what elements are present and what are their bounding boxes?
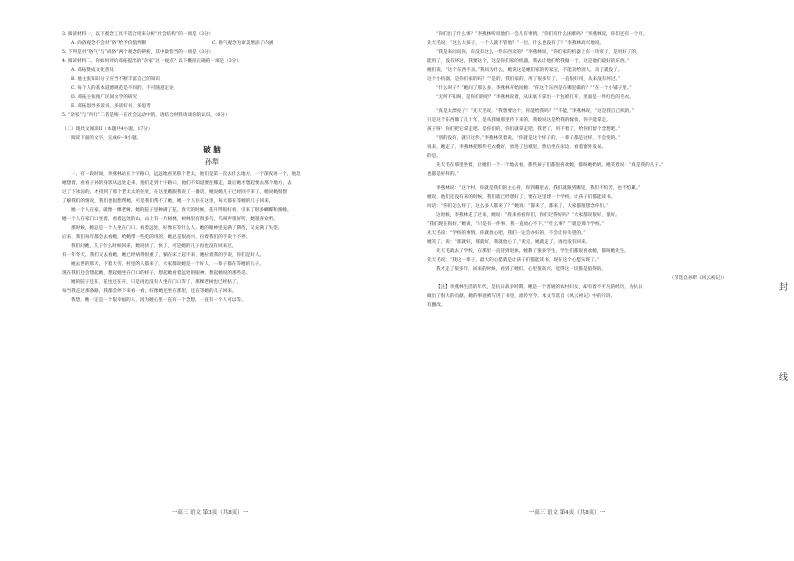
story-line: 先天毛在那里坐着，让她们一个一个地去看，那些孩子们都很喜欢她，都叫她奶奶。她笑着说：“真是我的儿子。” — [436, 163, 664, 168]
story-line: 我想，她一定是一个很幸福的人，因为她心里一直有一个念想，一直有一个人可以等。 — [71, 298, 246, 303]
annotation-note: 做出了很大的贡献，她的事迹被写进了书里，流传至今。本文节选自《风云初记》中的片段， — [427, 294, 616, 299]
story-line: 只是这个东西做了几十年，是从我娘那里传下来的，我娘说这是给我的嫁妆，你不能拿走。 — [427, 118, 611, 123]
story-line: 孩子呀！你们把它拿走吧。是你们的，你们就拿走吧，我老了，用不着了，给你们留个念想吧。” — [427, 127, 620, 132]
story-line: 李燕林说：“这个村，你就是我们的主心骨，你到哪里去，我们就跟到哪里，我们不怕苦，也不怕累。” — [436, 186, 641, 191]
story-line: 她笑了，说：“那就好，那就好，我就放心了。”说完，她就走了，再也没有回来。 — [427, 240, 591, 245]
option-4e: E. 邓拓倡导多读书，多读好书，多思考 — [71, 104, 151, 109]
story-line: 先天毛说：“学校的事情，你就放心吧，我们一定会办好的，不会让你失望的。” — [427, 231, 586, 236]
page-footer-left: 一高三 语文 第3页（共8页）一 — [171, 510, 249, 516]
annotation-note: 【注】李燕林生活的年代，是抗日战争时期。她是一个普通的农村妇女，却有着不平凡的经历，为抗日 — [436, 285, 643, 290]
question-5: 5. “杂家”与“内行”二者是统一在社会运动中的，请结合材料谈谈你的认识。（6分） — [62, 113, 230, 118]
right-column — [427, 30, 727, 310]
story-line: 了解我们的情况，我们也很想帮她，可是我们帮不了她，她一个人住在这里，每天都在等她的儿子回来。 — [62, 199, 274, 204]
story-line: “你们出了什么事？”李燕林听说他们一会儿有事情，“你们有什么困难吗？”李燕林说，你们还有一个月。 — [436, 32, 648, 37]
story-line: “真是太漂亮了！”先天毛说，“我想要这个，你能给我吗？”“不能，”李燕林说，“这是我自己织的。” — [436, 109, 634, 114]
section-instruction: 阅读下面的文字，完成6～9小题。 — [71, 136, 142, 141]
right-page — [397, 0, 794, 561]
story-line: 一、有一段时间，李燕林站在十字路口，远远地看见那个老太，他们是第一次去什么地方，一个深夜再一个，他急 — [71, 172, 301, 177]
story-line: 这个小机器，是你们家的吗？”“是的，我们家的，用了很多年了，一直很好用，从来没有坏过。” — [427, 77, 621, 82]
page-footer-right: 一高三 语文 第4页（共8页）一 — [528, 510, 606, 516]
story-line: 也都是好样的。” — [427, 172, 460, 177]
story-line: 的是。 — [427, 154, 441, 159]
story-title: 破 脑 — [203, 145, 221, 154]
question-5a: 5. 下列是对“俗气”与“尚俗”两个观念的辨析，其中最恰当的一项是（3分） — [62, 50, 214, 55]
question-4: 4. 阅读材料二，你如何评价邓拓提出的“杂家”这一观点？以下概括正确的一项是（3分） — [62, 59, 241, 64]
story-line: “别的没有，就只这件。”李燕林笑着说。“你就是这个样子的，一辈子都是这样，不会变的。” — [436, 136, 620, 141]
option-4a: A. 邓拓赞成文化普及 — [71, 68, 114, 73]
story-line: 能用了，没有坏过，我要这个，这是你们家的机器，我去让他们给我做一个，这是他们最好的东西。” — [427, 59, 630, 64]
story-line: 那时候，她总是一个人坐在门口，看着远处，好像在等什么人。她的眼神里充满了期待，又充满了失望。 — [71, 226, 283, 231]
story-line: “我是来问问你，有没有这么一件东西卖的？”李燕林说，“你们家的机器上有一块帘子，是用好了的。 — [436, 50, 641, 55]
option-a: A. 尚俗观念不会对“俗”给予价值判断 — [71, 41, 147, 46]
story-line: 后来，我们每年都会去看她，给她带一些吃的用的，她总是很高兴，拉着我们的手说个不停。 — [62, 235, 251, 240]
story-line: 我才走了很多年，回来的时候，看到了她们，心里很高兴，觉得这一切都是值得的。 — [436, 267, 606, 272]
question-3: 3. 阅读材料一，以下观念工具不适合用来分析“社会结构”的一项是（3分） — [62, 32, 214, 37]
annotation-note: 有删改。 — [427, 303, 446, 308]
story-line: 现在我们还会想起她，想起她坐在门口的样子，想起她看着远处的眼神，想起她说的那些话。 — [62, 271, 251, 276]
story-line: “我们现在很好，”她说，“只是有一件事，我一直放心不下。”“什么事？”“就是那个学校。” — [427, 222, 605, 227]
story-line: 先天毛说：“这么大孩子，一个人就不管他？”一位，什么也没有了？”李燕林高兴地说。 — [427, 41, 605, 46]
story-author: 孙犁 — [205, 158, 219, 166]
left-column — [62, 30, 362, 305]
story-line: 过了下冰涼的，才找到了那个老太太的住处，在这里她跟我说了一番话，她说她儿子已经回不来了，她说她很想 — [62, 190, 288, 195]
source-note: （节选自孙犁《风云初记》） — [669, 276, 727, 281]
story-line: 问话：“你们怎么样了，这么多人都来了？”她说：“都来了，都来了，大家都很想念你们。” — [427, 204, 609, 209]
story-line: 她去世的那天，下着大雪，村里的人都来了，大家都说她是一个好人，一辈子都在等她的儿子。 — [71, 262, 264, 267]
story-line: 有一年冬天，我们又去看她，她已经病得很重了，躺在床上起不来，她拉着我的手说，你们是好人。 — [62, 253, 265, 258]
option-4c: C. 每个人的基本道德规范是不同的，不可随意定论 — [71, 86, 174, 91]
story-line: 先天毛说：“我这一辈子，最大的心愿就是让孩子们都能读书，现在这个心愿实现了。” — [427, 258, 600, 263]
story-line: 她一个人在家，就像一棵老树。她的院子里种满了花，春天的时候，花开得很好看，引来了很多蝴蝶和蜜蜂。 — [71, 208, 292, 213]
option-4b: B. 他主张知识分子应当不断丰富自己的知识 — [71, 77, 160, 82]
story-line: 我们问她，儿子什么时候回来，她说快了，快了，可是她的儿子再也没有回来过。 — [71, 244, 237, 249]
story-line: 这时候，李燕林走了过来，她说：“我来看看你们，你们过得好吗？”大家都说很好，很好。 — [436, 213, 620, 218]
story-line: 她说，他们还没有来的时候，我们就已经想好了，要在这里建一个学校，让孩子们都能读书。 — [427, 195, 616, 200]
binding-mark-seal: 封 — [778, 283, 788, 293]
story-line: 她的院子还在，花也还在开，只是再也没有人坐在门口等了，那棵老树也已经枯了。 — [71, 280, 241, 285]
story-line: 她一个人在家门口坐着，看着远处的山，山上有一片树林，树林里有很多鸟，鸟叫声很好听，她很喜欢听。 — [62, 217, 278, 222]
binding-mark-line: 线 — [778, 373, 788, 383]
story-line: 每当我走过那条路，我都会停下来看一看，好像她还坐在那里，还在等她的儿子回来。 — [62, 289, 237, 294]
story-line: 先天毛就去了学校，在那里一直待到退休。她教了很多学生，学生们都很喜欢她，都叫她先生。 — [436, 249, 629, 254]
story-line: 她想着，看看子孙的身影从远处走来，他们走到十字路口，他们不知道要往哪走，最后她才想起要去那个地方，去 — [62, 181, 292, 186]
option-4d: D. 邓拓主张推广民间文学的研究 — [71, 95, 138, 100]
story-line: 她们说，“这个东西不卖。”我问为什么，她说这是她们家的传家宝，不能卖给别人，卖了就没了。 — [427, 68, 623, 73]
story-line: 说来，她走了，李燕林把那件毛衣叠好，放进了包袱里，然后坐在床边，看着窗外发呆。 — [427, 145, 607, 150]
option-c: C. 俗气观念为审美增添了内涵 — [212, 41, 274, 46]
section-heading: （二）现代文阅读II（本题共4小题，17分） — [62, 127, 153, 132]
story-line: “无所不知呀，是你们的吧？”李燕林说着，从床底下拿出一个包袱打开，里面是一件红色的毛衣。 — [436, 95, 634, 100]
story-line: “什么叫子？”她问了那么多，李燕林开始问她：“你这个东西是在哪里做的？”“在一个小铺子里。” — [436, 86, 632, 91]
